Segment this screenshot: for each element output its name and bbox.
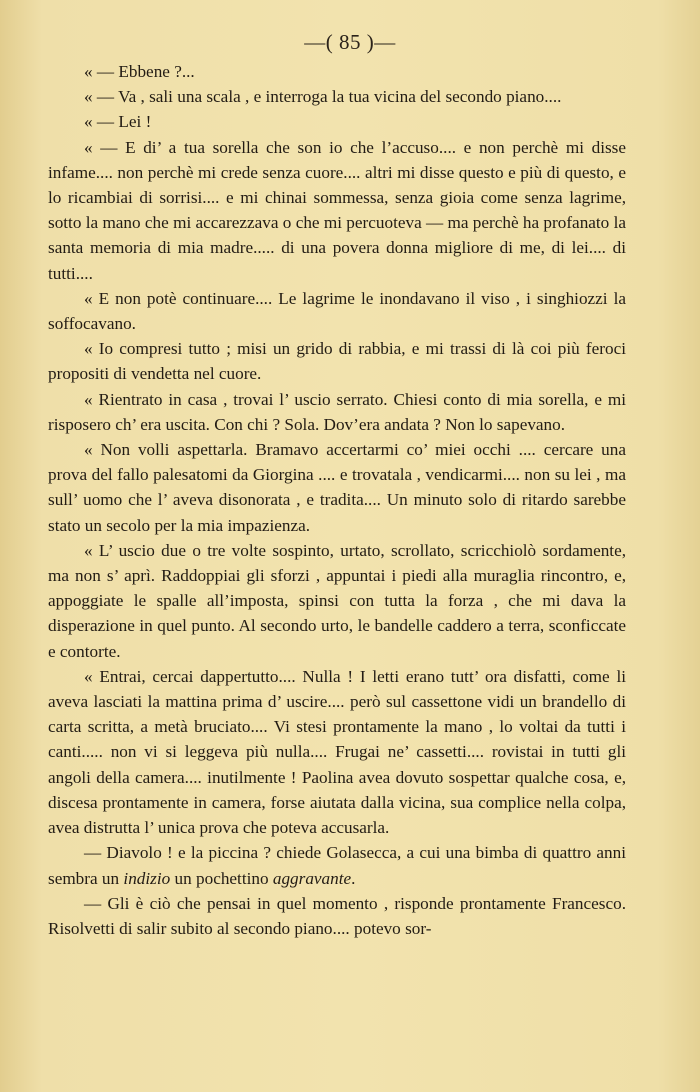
page-body	[48, 59, 626, 941]
paragraph-8: « Non volli aspettarla. Bramavo accertarmi co’ miei occhi .... cercare una prova del fallo palesatomi da Giorgina .... e trovatala , vendicarmi.... non su lei , ma sull’ uomo che l’ aveva disonorata , e tradita.... Un minuto solo di ritardo sarebbe stato un secolo per la mia impazienza.	[48, 440, 626, 535]
paragraph-last: — Gli è ciò che pensai in quel momento , risponde prontamente Francesco. Risolvetti di salir subito al secondo piano.... potevo sor-	[48, 893, 626, 938]
paragraph-4: « — E di’ a tua sorella che son io che l’accuso.... e non perchè mi disse infame.... non perchè mi crede senza cuore.... altri mi disse questo e più di questo, e lo ricambiai di sorrisi.... e mi chinai sommessa, senza gioia come senza lagrime, sotto la mano che mi accarezzava o che mi percuoteva — ma perchè ha profanato la santa memoria di mia madre..... di una povera donna migliore di me, di lei.... di tutti....	[48, 137, 626, 283]
paragraph-6: « Io compresi tutto ; misi un grido di rabbia, e mi trassi di là coi più feroci propositi di vendetta nel cuore.	[48, 339, 626, 384]
paragraph-1: « — Ebbene ?...	[84, 62, 195, 81]
paragraph-3: « — Lei !	[84, 112, 152, 132]
paragraph-9: « L’ uscio due o tre volte sospinto, urtato, scrollato, scricchiolò sordamente, ma non s’ aprì. Raddoppiai gli sforzi , appuntai i piedi alla muraglia rincontro, e, appoggiate le spalle all’imposta, spinsi con tutta la forza , che mi dava la disperazione in quel punto. Al secondo urto, le bandelle caddero a terra, sconficcate e contorte.	[48, 540, 626, 661]
paragraph-2: « — Va , sali una scala , e interroga la tua vicina del secondo piano....	[84, 87, 562, 107]
paragraph-10: « Entrai, cercai dappertutto.... Nulla ! I letti erano tutt’ ora disfatti, come li aveva lasciati la mattina prima d’ uscire.... però sul cassettone vidi un brandello di carta scritta, a metà bruciato.... Vi stesi prontamente la mano , lo voltai da tutti i canti..... non vi si leggeva più nulla.... Frugai ne’ cassetti.... rovistai in tutti gli angoli della camera.... inutilmente ! Paolina avea dovuto sospettar qualche cosa, e, discesa prontamente in camera, forse aiutata dalla vicina, sua complice nella colpa, avea distrutta l’ unica prova che poteva accusarla.	[48, 666, 626, 838]
golasecca-text-before: — Diavolo ! e la piccina ? chiede Golasecca, a cui una bimba di quattro anni sembra un	[48, 843, 626, 888]
page-number: —( 85 )—	[304, 30, 396, 54]
golasecca-text-middle: un pochettino	[170, 868, 273, 888]
paragraph-5: « E non potè continuare.... Le lagrime le inondavano il viso , i singhiozzi la soffocavano.	[48, 288, 626, 334]
paragraph-golasecca	[48, 840, 626, 890]
golasecca-text-after: .	[351, 868, 356, 888]
paragraph-7: « Rientrato in casa , trovai l’ uscio serrato. Chiesi conto di mia sorella, e mi risposero ch’ era uscita. Con chi ? Sola. Dov’era andata ? Non lo sapevano.	[48, 389, 626, 434]
italic-indizio: indizio	[123, 868, 171, 888]
italic-aggravante: aggravante	[272, 868, 352, 888]
